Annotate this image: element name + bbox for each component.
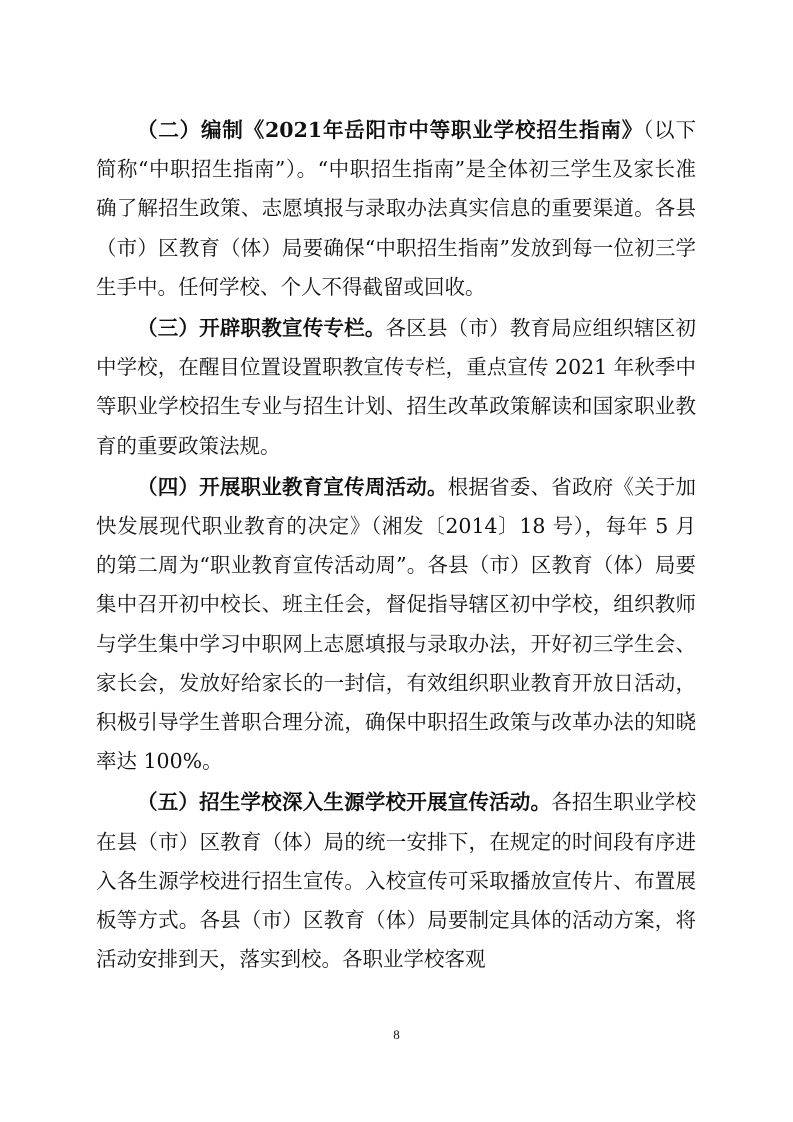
paragraph-body: 各区县（市）教育局应组织辖区初中学校，在醒目位置设置职教宣传专栏，重点宣传 2021 年秋季中等职业学校招生专业与招生计划、招生改革政策解读和国家职业教育的重要政策法规。 — [96, 316, 697, 458]
paragraph-school-visits — [96, 783, 696, 979]
paragraph-promotion-column — [96, 309, 696, 466]
paragraph-heading: （四）开展职业教育宣传周活动。 — [137, 474, 448, 499]
paragraph-body: 各招生职业学校在县（市）区教育（体）局的统一安排下，在规定的时间段有序进入各生源学校进行招生宣传。入校宣传可采取播放宣传片、布置展板等方式。各县（市）区教育（体）局要制定具体的活动方案，将活动安排到天，落实到校。各职业学校客观 — [96, 790, 697, 972]
paragraph-body: 根据省委、省政府《关于加快发展现代职业教育的决定》（湘发〔2014〕18 号），每年 5 月的第二周为“职业教育宣传活动周”。各县（市）区教育（体）局要集中召开初中校长、班主任会，督促指导辖区初中学校，组织教师与学生集中学习中职网上志愿填报与录取办法，开好初三学生会、家长会，发放好给家长的一封信，有效组织职业教育开放日活动，积极引导学生普职合理分流，确保中职招生政策与改革办法的知晓率达 100%。 — [96, 474, 697, 774]
paragraph-compile-guide — [96, 111, 696, 307]
page-number: 8 — [393, 1027, 400, 1042]
body-text — [96, 111, 696, 981]
paragraph-heading: （三）开辟职教宣传专栏。 — [137, 316, 386, 341]
paragraph-heading: （五）招生学校深入生源学校开展宣传活动。 — [137, 790, 552, 815]
paragraph-body: （以下简称“中职招生指南”）。“中职招生指南”是全体初三学生及家长准确了解招生政策、志愿填报与录取办法真实信息的重要渠道。各县（市）区教育（体）局要确保“中职招生指南”发放到每一位初三学生手中。任何学校、个人不得截留或回收。 — [96, 118, 696, 299]
paragraph-heading: （二）编制《2021年岳阳市中等职业学校招生指南》 — [137, 118, 644, 142]
paragraph-promotion-week — [96, 468, 696, 782]
